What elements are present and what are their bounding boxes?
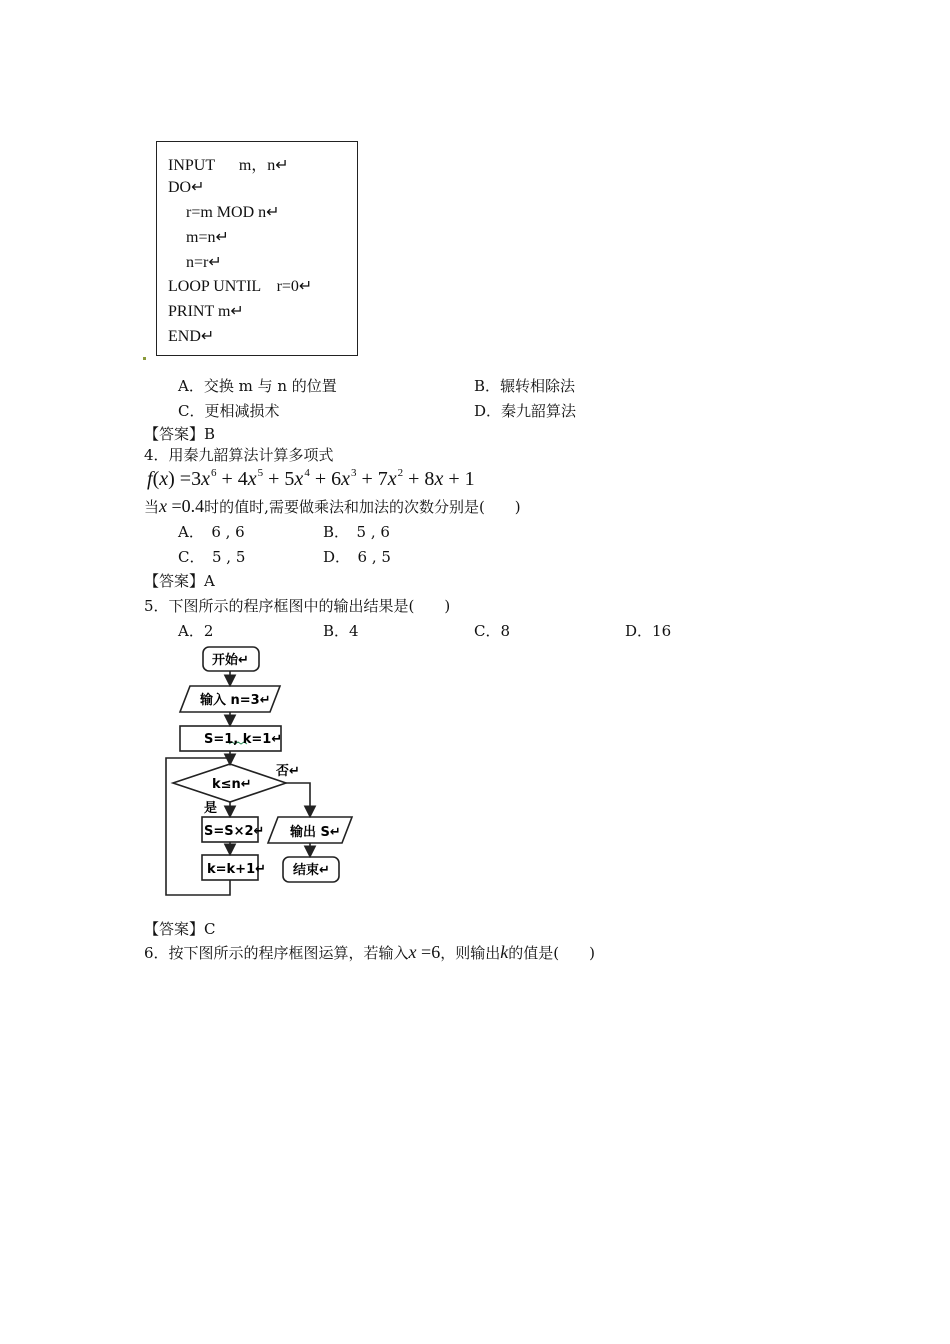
q4-option-b: B． 5 , 6 xyxy=(323,523,390,541)
q6-var-k: k xyxy=(500,942,509,962)
q6-var-x: x xyxy=(408,942,417,962)
q6-stem-prefix: 6．按下图所示的程序框图运算，若输入 xyxy=(144,944,409,962)
q4-value: =0.4 xyxy=(167,496,205,516)
q3-option-a: A．交换 m 与 n 的位置 xyxy=(178,377,337,395)
q5-option-c: C．8 xyxy=(474,622,511,640)
q5-answer: 【答案】C xyxy=(144,920,216,938)
code-line-do: DO↵ xyxy=(168,179,205,196)
q4-option-a: A． 6 , 6 xyxy=(178,523,245,541)
q4-answer: 【答案】A xyxy=(144,572,215,590)
q5-stem: 5．下图所示的程序框图中的输出结果是( ) xyxy=(144,597,451,615)
fc-output-label: 输出 S↵ xyxy=(290,825,341,840)
q4-line2-suffix: 时的值时,需要做乘法和加法的次数分别是( ) xyxy=(204,498,521,516)
q5-option-a: A．2 xyxy=(178,622,214,640)
fc-no-label: 否↵ xyxy=(276,764,300,779)
q6-stem xyxy=(144,942,595,963)
q3-option-c: C．更相减损术 xyxy=(178,402,280,420)
code-line-end: END↵ xyxy=(168,328,215,345)
code-line-n-assign: n=r↵ xyxy=(186,254,222,271)
q4-stem: 4．用秦九韶算法计算多项式 xyxy=(144,446,334,464)
flowchart xyxy=(160,640,370,902)
q3-answer: 【答案】B xyxy=(144,425,216,443)
fc-init-label: S=1, k=1↵ xyxy=(204,732,283,747)
fc-end-label: 结束↵ xyxy=(293,863,330,878)
fc-yes-label: 是 xyxy=(204,801,218,816)
formula-lhs: f(x) = xyxy=(147,468,192,490)
code-line-loop-until: LOOP UNTIL r=0↵ xyxy=(168,278,313,295)
code-line-mod: r=m MOD n↵ xyxy=(186,204,280,221)
q4-polynomial: $f(x) =3x^6 + 4x^5 + 5x^4 + 6x^3 + 7x^2 + 8x + 1$ xyxy=(147,467,475,490)
q4-option-c: C． 5 , 5 xyxy=(178,548,246,566)
fc-no-line xyxy=(286,783,310,815)
q5-option-b: B．4 xyxy=(323,622,359,640)
q5-option-d: D．16 xyxy=(625,622,672,640)
q4-var-x: x xyxy=(159,496,168,516)
fc-body1-label: S=S×2↵ xyxy=(204,824,265,839)
fc-body2-label: k=k+1↵ xyxy=(207,862,267,877)
fc-condition-label: k≤n↵ xyxy=(212,777,252,792)
program-code-box xyxy=(156,141,358,356)
q3-option-d: D．秦九韶算法 xyxy=(474,402,577,420)
fc-input-label: 输入 n=3↵ xyxy=(200,693,271,708)
q4-line2-prefix: 当 xyxy=(144,498,160,516)
code-line-print: PRINT m↵ xyxy=(168,303,244,320)
fc-start-label: 开始↵ xyxy=(212,653,249,668)
q6-value: =6 xyxy=(416,942,441,962)
q6-stem-suffix: 的值是( ) xyxy=(508,944,595,962)
code-line-input: INPUT m，n↵ xyxy=(168,157,289,174)
q3-option-b: B．辗转相除法 xyxy=(474,377,576,395)
q6-stem-mid: ，则输出 xyxy=(440,944,501,962)
q4-line2 xyxy=(144,496,521,517)
code-line-m-assign: m=n↵ xyxy=(186,229,229,246)
q4-option-d: D． 6 , 5 xyxy=(323,548,391,566)
anchor-mark xyxy=(143,357,146,360)
